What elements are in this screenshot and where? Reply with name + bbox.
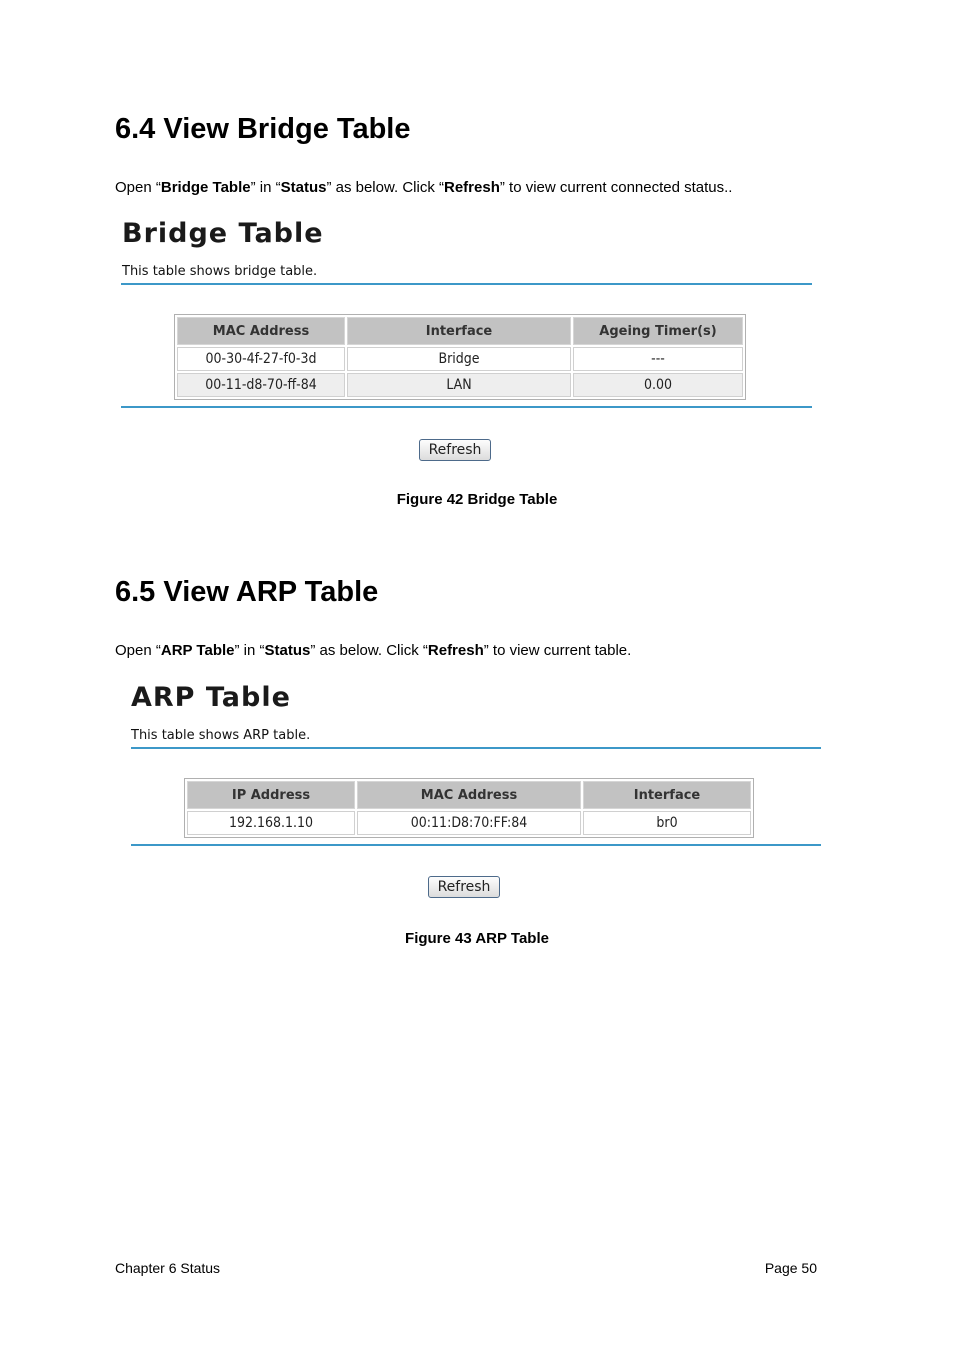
intro-bold: Status (280, 179, 327, 196)
table-header-row (187, 781, 751, 809)
column-header: MAC Address (357, 781, 581, 809)
column-header: MAC Address (177, 317, 345, 345)
refresh-button[interactable]: Refresh (428, 876, 500, 898)
column-header: Interface (583, 781, 751, 809)
intro-bold: Status (264, 642, 311, 659)
arp-screen-subtitle: This table shows ARP table. (131, 728, 311, 743)
section-heading-arp: 6.5 View ARP Table (115, 576, 379, 608)
intro-text: ” to view current connected status.. (499, 179, 733, 196)
top-divider (121, 283, 812, 285)
ip-address-cell: 192.168.1.10 (187, 811, 355, 835)
mac-address-cell: 00:11:D8:70:FF:84 (357, 811, 581, 835)
intro-bold: ARP Table (160, 642, 235, 659)
intro-text: Open “ (115, 179, 161, 196)
table-header-row (177, 317, 743, 345)
column-header: Ageing Timer(s) (573, 317, 743, 345)
intro-bold: Bridge Table (160, 179, 251, 196)
footer-chapter: Chapter 6 Status (115, 1260, 221, 1276)
ageing-timer-cell: --- (573, 347, 743, 371)
column-header: IP Address (187, 781, 355, 809)
bridge-screen-subtitle: This table shows bridge table. (122, 264, 318, 279)
bridge-intro-paragraph (115, 179, 732, 196)
bridge-screen-title: Bridge Table (122, 218, 324, 249)
bottom-divider (121, 406, 812, 408)
intro-bold: Refresh (427, 642, 484, 659)
table-row (177, 347, 743, 371)
intro-text: ” in “ (250, 179, 281, 196)
intro-text: ” in “ (234, 642, 265, 659)
interface-cell: br0 (583, 811, 751, 835)
table-row (187, 811, 751, 835)
interface-cell: Bridge (347, 347, 571, 371)
interface-cell: LAN (347, 373, 571, 397)
intro-bold: Refresh (444, 179, 500, 196)
arp-table (184, 778, 754, 838)
intro-text: ” to view current table. (483, 642, 632, 659)
bottom-divider (131, 844, 821, 846)
intro-text: ” as below. Click “ (310, 642, 428, 659)
figure-caption-bridge: Figure 42 Bridge Table (396, 491, 558, 508)
bridge-table (174, 314, 746, 400)
arp-screen-title: ARP Table (131, 682, 291, 713)
column-header: Interface (347, 317, 571, 345)
footer-page-number: Page 50 (764, 1260, 817, 1276)
intro-text: Open “ (115, 642, 161, 659)
mac-address-cell: 00-11-d8-70-ff-84 (177, 373, 345, 397)
figure-caption-arp: Figure 43 ARP Table (405, 930, 549, 947)
arp-intro-paragraph (115, 642, 631, 659)
mac-address-cell: 00-30-4f-27-f0-3d (177, 347, 345, 371)
top-divider (131, 747, 821, 749)
table-row (177, 373, 743, 397)
intro-text: ” as below. Click “ (326, 179, 444, 196)
ageing-timer-cell: 0.00 (573, 373, 743, 397)
refresh-button[interactable]: Refresh (419, 439, 491, 461)
section-heading-bridge: 6.4 View Bridge Table (115, 113, 411, 145)
